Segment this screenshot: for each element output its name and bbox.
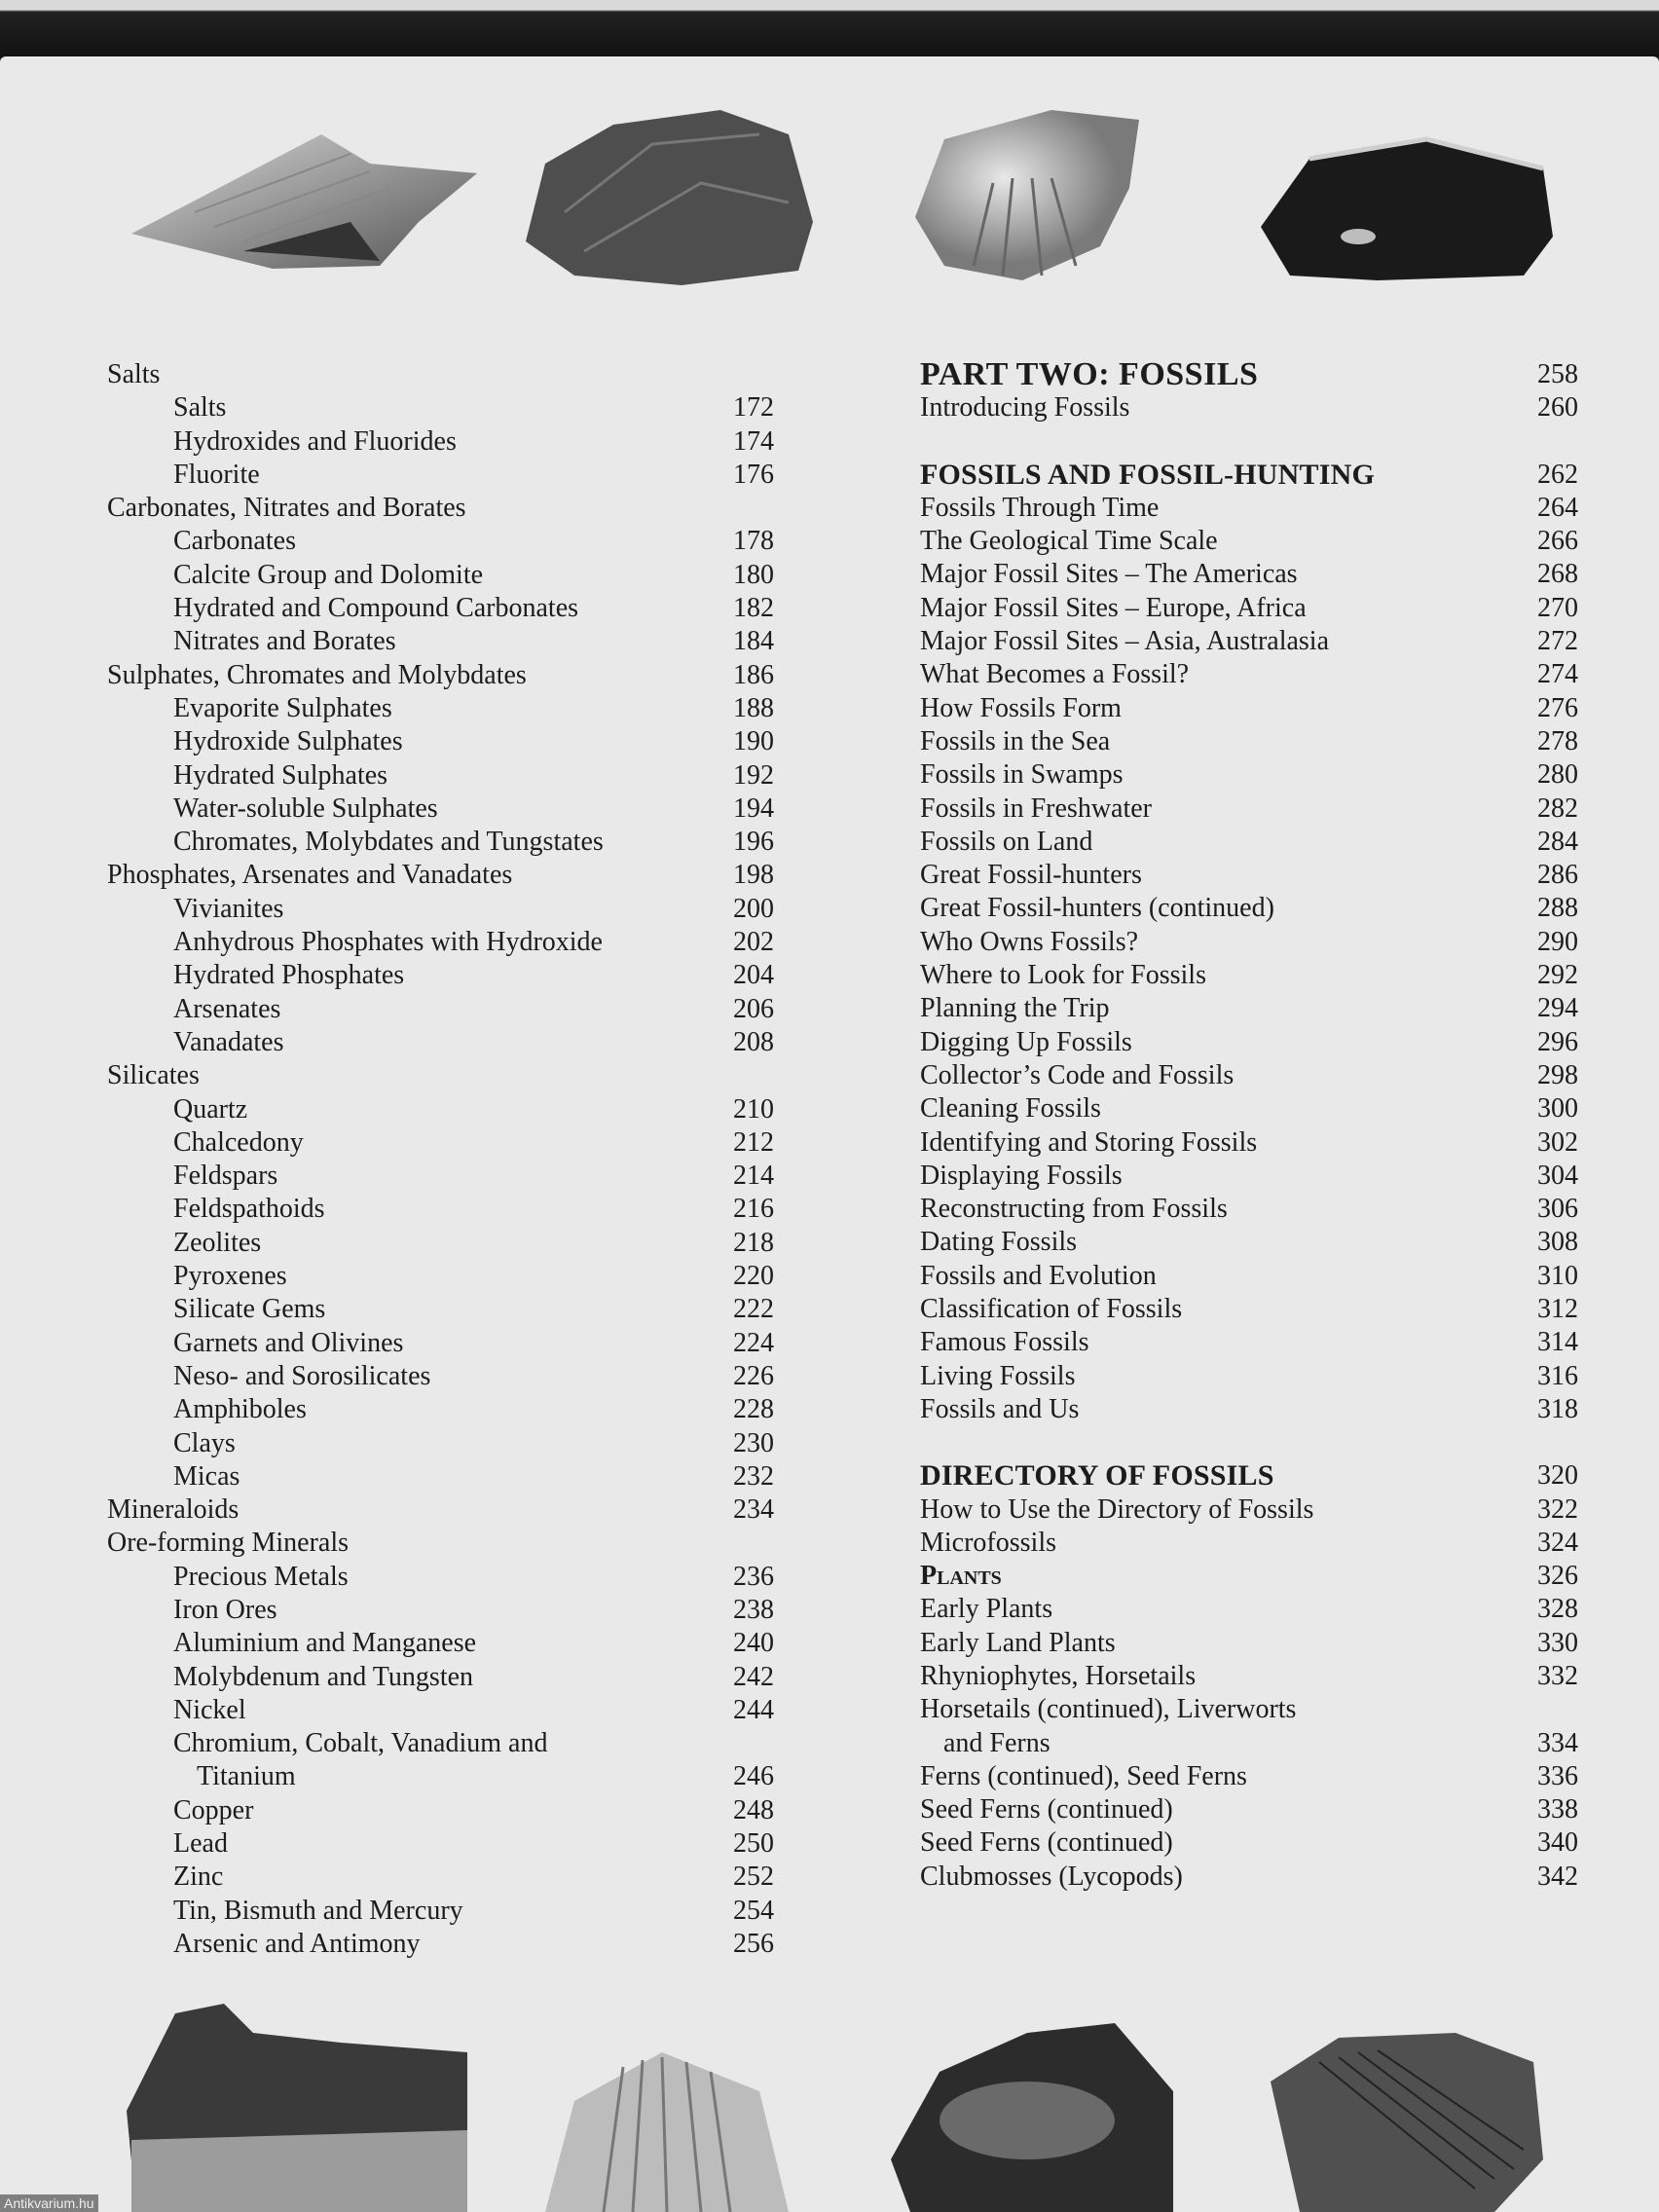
toc-entry-title: Salts <box>173 392 227 424</box>
toc-entry-title: Fossils and Evolution <box>920 1260 1157 1291</box>
toc-entry[interactable] <box>107 1193 774 1226</box>
toc-entry-page-number: 338 <box>1537 1794 1578 1825</box>
toc-entry-title: Hydrated Sulphates <box>173 759 388 791</box>
toc-entry-page-number: 250 <box>733 1828 774 1860</box>
toc-entry-page-number: 218 <box>733 1227 774 1258</box>
toc-entry-title: Microfossils <box>920 1527 1056 1558</box>
toc-entry-page-number: 334 <box>1537 1727 1578 1758</box>
toc-entry-page-number: 330 <box>1537 1627 1578 1658</box>
toc-entry[interactable] <box>920 1059 1578 1092</box>
toc-entry-title: Molybdenum and Tungsten <box>173 1661 474 1692</box>
toc-entry[interactable] <box>107 492 774 525</box>
toc-entry-title: PART TWO: FOSSILS <box>920 356 1259 392</box>
toc-entry-page-number: 326 <box>1537 1561 1578 1592</box>
toc-entry-page-number: 184 <box>733 626 774 657</box>
toc-entry-title: Ore-forming Minerals <box>107 1528 350 1559</box>
toc-entry-page-number: 212 <box>733 1126 774 1158</box>
toc-entry-title: Who Owns Fossils? <box>920 926 1139 957</box>
toc-entry-page-number: 198 <box>733 860 774 891</box>
toc-entry-page-number: 278 <box>1537 725 1578 756</box>
toc-entry-page-number: 318 <box>1537 1393 1578 1424</box>
toc-entry-page-number: 242 <box>733 1661 774 1692</box>
toc-entry-title: Identifying and Storing Fossils <box>920 1126 1258 1158</box>
toc-entry-page-number: 280 <box>1537 759 1578 791</box>
toc-entry[interactable] <box>107 993 774 1026</box>
toc-entry[interactable] <box>920 1293 1578 1326</box>
toc-entry[interactable] <box>107 1794 774 1827</box>
toc-entry-page-number: 266 <box>1537 526 1578 557</box>
toc-entry-page-number: 244 <box>733 1694 774 1725</box>
toc-fossils-column <box>920 358 1578 1894</box>
toc-entry-page-number: 288 <box>1537 893 1578 924</box>
toc-entry-title: Quartz <box>173 1093 248 1124</box>
toc-entry-page-number: 298 <box>1537 1059 1578 1090</box>
crystal-fossil-image <box>881 2013 1183 2212</box>
toc-entry-title: DIRECTORY OF FOSSILS <box>920 1459 1274 1493</box>
toc-entry[interactable] <box>920 992 1578 1025</box>
toc-entry-title: Silicates <box>107 1060 200 1091</box>
toc-entry[interactable] <box>107 1260 774 1293</box>
toc-entry[interactable] <box>920 525 1578 558</box>
toc-entry[interactable] <box>920 725 1578 758</box>
toc-entry[interactable] <box>920 1527 1578 1560</box>
oyster-fossil-image <box>506 95 828 290</box>
toc-entry[interactable] <box>920 1092 1578 1125</box>
toc-entry-page-number: 296 <box>1537 1026 1578 1057</box>
toc-entry[interactable] <box>920 1693 1578 1726</box>
toc-entry-page-number: 232 <box>733 1460 774 1492</box>
toc-entry-title: Seed Ferns (continued) <box>920 1794 1173 1825</box>
toc-entry-title: Living Fossils <box>920 1360 1076 1391</box>
toc-entry-page-number: 256 <box>733 1928 774 1959</box>
toc-entry[interactable] <box>920 558 1578 591</box>
toc-entry[interactable] <box>920 1226 1578 1259</box>
toc-entry[interactable] <box>920 1193 1578 1226</box>
toc-entry-page-number: 314 <box>1537 1327 1578 1358</box>
toc-entry-page-number: 310 <box>1537 1260 1578 1291</box>
toc-entry-page-number: 238 <box>733 1594 774 1625</box>
toc-entry-page-number: 186 <box>733 659 774 690</box>
toc-entry[interactable] <box>920 391 1578 424</box>
toc-entry[interactable] <box>107 525 774 558</box>
toc-entry-title: Ferns (continued), Seed Ferns <box>920 1760 1247 1791</box>
toc-entry[interactable] <box>107 559 774 592</box>
toc-entry-page-number: 208 <box>733 1026 774 1057</box>
toc-entry-page-number: 194 <box>733 793 774 824</box>
toc-entry-page-number: 342 <box>1537 1861 1578 1892</box>
toc-entry-page-number: 236 <box>733 1561 774 1592</box>
toc-entry[interactable] <box>107 926 774 959</box>
toc-entry-page-number: 206 <box>733 993 774 1024</box>
toc-entry[interactable] <box>920 1026 1578 1059</box>
toc-entry-page-number: 324 <box>1537 1527 1578 1558</box>
toc-entry-title: Precious Metals <box>173 1561 349 1592</box>
toc-entry-title: Zeolites <box>173 1227 262 1258</box>
toc-entry-title: Evaporite Sulphates <box>173 692 392 723</box>
toc-entry[interactable] <box>107 893 774 926</box>
toc-entry[interactable] <box>107 1160 774 1193</box>
toc-entry-page-number: 304 <box>1537 1160 1578 1191</box>
toc-entry[interactable] <box>920 1727 1578 1760</box>
toc-entry-title: Fossils in Swamps <box>920 759 1124 791</box>
toc-entry-title: Where to Look for Fossils <box>920 960 1206 991</box>
toc-entry-title: Lead <box>173 1828 228 1860</box>
toc-entry-page-number: 222 <box>733 1294 774 1325</box>
toc-entry-title: Hydrated Phosphates <box>173 960 405 991</box>
toc-entry[interactable] <box>920 758 1578 792</box>
toc-entry[interactable] <box>107 959 774 992</box>
toc-entry-page-number: 202 <box>733 927 774 958</box>
toc-entry-title: Vivianites <box>173 893 284 924</box>
toc-entry[interactable] <box>920 1126 1578 1160</box>
toc-entry[interactable] <box>107 826 774 859</box>
toc-entry[interactable] <box>920 692 1578 725</box>
toc-entry-page-number: 230 <box>733 1427 774 1458</box>
toc-entry-title: How to Use the Directory of Fossils <box>920 1493 1314 1525</box>
toc-entry-title: Fluorite <box>173 459 260 490</box>
toc-entry-title: Micas <box>173 1460 240 1492</box>
toc-entry-page-number: 272 <box>1537 626 1578 657</box>
toc-entry[interactable] <box>920 1260 1578 1293</box>
toc-entry-title: Dating Fossils <box>920 1227 1078 1258</box>
toc-entry[interactable] <box>107 1895 774 1928</box>
toc-entry-title: Chromates, Molybdates and Tungstates <box>173 827 604 858</box>
toc-entry-page-number: 224 <box>733 1327 774 1358</box>
toc-entry[interactable] <box>107 1126 774 1160</box>
toc-entry-title: Vanadates <box>173 1026 284 1057</box>
toc-minerals-column <box>107 358 774 1961</box>
toc-entry[interactable] <box>920 625 1578 658</box>
toc-entry-title: and Ferns <box>943 1727 1051 1758</box>
toc-entry-title: Arsenates <box>173 993 281 1024</box>
toc-entry-title: Hydrated and Compound Carbonates <box>173 593 579 624</box>
toc-entry-title: Clays <box>173 1427 236 1458</box>
toc-entry[interactable] <box>920 592 1578 625</box>
toc-entry[interactable] <box>920 1793 1578 1826</box>
toc-entry-title: Garnets and Olivines <box>173 1327 404 1358</box>
toc-entry[interactable] <box>107 1527 774 1560</box>
toc-entry-title: Arsenic and Antimony <box>173 1928 421 1959</box>
toc-entry-page-number: 248 <box>733 1794 774 1825</box>
toc-entry[interactable] <box>107 592 774 625</box>
scallop-shell-image <box>535 2033 798 2212</box>
toc-entry-title: Planning the Trip <box>920 993 1110 1024</box>
toc-entry-title: Cleaning Fossils <box>920 1093 1101 1124</box>
toc-entry[interactable] <box>107 1393 774 1426</box>
toc-entry[interactable] <box>920 1760 1578 1793</box>
toc-entry-title: Displaying Fossils <box>920 1160 1123 1191</box>
toc-entry-title: How Fossils Form <box>920 692 1122 723</box>
toc-section-gap <box>920 1426 1578 1459</box>
toc-entry-title: Early Plants <box>920 1594 1053 1625</box>
toc-entry[interactable] <box>107 625 774 658</box>
toc-entry[interactable] <box>920 492 1578 525</box>
toc-entry-title: Chromium, Cobalt, Vanadium and <box>173 1728 548 1759</box>
toc-entry-page-number: 290 <box>1537 926 1578 957</box>
toc-entry-page-number: 252 <box>733 1862 774 1893</box>
toc-entry-title: Great Fossil-hunters <box>920 860 1142 891</box>
toc-entry-title: Hydroxides and Fluorides <box>173 425 457 457</box>
toc-entry-page-number: 260 <box>1537 392 1578 424</box>
toc-entry[interactable] <box>107 1760 774 1793</box>
toc-entry[interactable] <box>920 1560 1578 1593</box>
toc-entry-page-number: 234 <box>733 1494 774 1526</box>
toc-entry-page-number: 274 <box>1537 659 1578 690</box>
toc-entry[interactable] <box>920 793 1578 826</box>
toc-entry-title: Calcite Group and Dolomite <box>173 559 484 590</box>
toc-entry[interactable] <box>107 1493 774 1527</box>
toc-entry-page-number: 204 <box>733 960 774 991</box>
toc-entry[interactable] <box>920 1459 1578 1493</box>
toc-entry-title: Carbonates <box>173 526 296 557</box>
toc-entry[interactable] <box>107 1827 774 1861</box>
toc-entry[interactable] <box>107 759 774 793</box>
toc-entry-page-number: 190 <box>733 726 774 757</box>
toc-entry[interactable] <box>920 826 1578 859</box>
toc-entry-page-number: 268 <box>1537 559 1578 590</box>
toc-entry-page-number: 264 <box>1537 492 1578 523</box>
toc-entry-title: Major Fossil Sites – The Americas <box>920 559 1298 590</box>
toc-entry[interactable] <box>107 1661 774 1694</box>
toc-entry-title: Plants <box>920 1561 1002 1592</box>
toc-entry[interactable] <box>107 793 774 826</box>
toc-entry-page-number: 336 <box>1537 1760 1578 1791</box>
toc-entry-page-number: 316 <box>1537 1360 1578 1391</box>
toc-entry-page-number: 270 <box>1537 592 1578 623</box>
brachiopod-shell-image <box>905 100 1168 285</box>
toc-entry-title: Anhydrous Phosphates with Hydroxide <box>173 927 603 958</box>
toc-entry[interactable] <box>920 1493 1578 1527</box>
toc-entry-page-number: 228 <box>733 1394 774 1425</box>
toc-entry-title: Great Fossil-hunters (continued) <box>920 893 1274 924</box>
toc-entry-page-number: 188 <box>733 692 774 723</box>
toc-entry[interactable] <box>920 959 1578 992</box>
toc-entry-title: Feldspathoids <box>173 1194 325 1225</box>
toc-page <box>0 56 1659 2212</box>
toc-entry-title: The Geological Time Scale <box>920 526 1218 557</box>
toc-entry-title: FOSSILS AND FOSSIL-HUNTING <box>920 458 1375 491</box>
toc-entry-title: Pyroxenes <box>173 1261 287 1292</box>
toc-entry-page-number: 286 <box>1537 860 1578 891</box>
toc-entry-page-number: 332 <box>1537 1660 1578 1691</box>
toc-entry[interactable] <box>107 1093 774 1126</box>
toc-entry-page-number: 246 <box>733 1761 774 1792</box>
toc-entry-title: Early Land Plants <box>920 1627 1116 1658</box>
toc-entry-page-number: 282 <box>1537 793 1578 824</box>
toc-entry-page-number: 276 <box>1537 692 1578 723</box>
rock-fossil-image <box>117 1994 477 2212</box>
amber-fossil-image <box>1251 129 1563 285</box>
toc-entry-title: Major Fossil Sites – Asia, Australasia <box>920 626 1329 657</box>
toc-entry[interactable] <box>107 1293 774 1326</box>
toc-entry[interactable] <box>920 1160 1578 1193</box>
toc-entry[interactable] <box>107 425 774 459</box>
toc-entry-title: Reconstructing from Fossils <box>920 1194 1228 1225</box>
toc-entry[interactable] <box>107 725 774 758</box>
toc-entry[interactable] <box>920 1627 1578 1660</box>
toc-entry[interactable] <box>107 1594 774 1627</box>
toc-entry-title: Horsetails (continued), Liverworts <box>920 1694 1297 1725</box>
toc-entry-title: Introducing Fossils <box>920 392 1130 424</box>
toc-entry-page-number: 328 <box>1537 1594 1578 1625</box>
toc-entry-page-number: 172 <box>733 392 774 424</box>
toc-entry-page-number: 180 <box>733 559 774 590</box>
toc-entry-page-number: 192 <box>733 759 774 791</box>
toc-entry-title: Rhyniophytes, Horsetails <box>920 1660 1197 1691</box>
toc-entry-title: Amphiboles <box>173 1394 307 1425</box>
toc-entry-title: Fossils in the Sea <box>920 725 1111 756</box>
toc-entry-page-number: 182 <box>733 593 774 624</box>
toc-entry-title: Aluminium and Manganese <box>173 1628 477 1659</box>
toc-entry-title: Digging Up Fossils <box>920 1026 1132 1057</box>
toc-entry-page-number: 178 <box>733 526 774 557</box>
toc-entry[interactable] <box>107 1727 774 1760</box>
conch-shell-image <box>127 115 487 280</box>
toc-entry[interactable] <box>920 1861 1578 1894</box>
toc-entry-page-number: 174 <box>733 425 774 457</box>
toc-entry-page-number: 258 <box>1537 359 1578 389</box>
toc-entry-page-number: 226 <box>733 1360 774 1391</box>
toc-entry-page-number: 216 <box>733 1194 774 1225</box>
toc-entry-page-number: 322 <box>1537 1493 1578 1525</box>
toc-entry-title: Fossils in Freshwater <box>920 793 1152 824</box>
toc-entry[interactable] <box>920 1326 1578 1359</box>
toc-entry-title: Titanium <box>197 1761 296 1792</box>
toc-entry-title: Feldspars <box>173 1161 278 1192</box>
toc-entry[interactable] <box>107 692 774 725</box>
toc-entry[interactable] <box>107 1327 774 1360</box>
toc-entry[interactable] <box>920 1593 1578 1626</box>
toc-entry-page-number: 306 <box>1537 1194 1578 1225</box>
toc-entry[interactable] <box>107 1694 774 1727</box>
toc-entry-title: Copper <box>173 1794 254 1825</box>
toc-entry[interactable] <box>920 358 1578 391</box>
toc-entry-title: Phosphates, Arsenates and Vanadates <box>107 860 513 891</box>
toc-entry-title: What Becomes a Fossil? <box>920 659 1190 690</box>
toc-entry[interactable] <box>107 358 774 391</box>
toc-entry-title: Salts <box>107 359 161 389</box>
toc-entry-title: Hydroxide Sulphates <box>173 726 403 757</box>
toc-entry[interactable] <box>107 1059 774 1092</box>
toc-entry-title: Chalcedony <box>173 1126 304 1158</box>
toc-entry[interactable] <box>920 926 1578 959</box>
toc-entry-title: Seed Ferns (continued) <box>920 1827 1173 1859</box>
book-spine-band <box>0 0 1659 58</box>
toc-entry-page-number: 312 <box>1537 1294 1578 1325</box>
toc-section-gap <box>920 425 1578 459</box>
toc-entry-title: Nitrates and Borates <box>173 626 396 657</box>
toc-entry-title: Famous Fossils <box>920 1327 1089 1358</box>
watermark: Antikvarium.hu <box>0 2194 98 2212</box>
plant-fossil-image <box>1261 2023 1553 2212</box>
toc-entry-page-number: 294 <box>1537 993 1578 1024</box>
toc-entry[interactable] <box>107 1928 774 1961</box>
toc-entry-title: Collector’s Code and Fossils <box>920 1059 1235 1090</box>
toc-entry-page-number: 176 <box>733 459 774 490</box>
toc-entry-title: Fossils and Us <box>920 1393 1080 1424</box>
toc-entry[interactable] <box>920 1393 1578 1426</box>
toc-entry-page-number: 210 <box>733 1093 774 1124</box>
toc-entry[interactable] <box>920 1360 1578 1393</box>
toc-entry-page-number: 196 <box>733 827 774 858</box>
toc-entry-page-number: 300 <box>1537 1093 1578 1124</box>
toc-entry[interactable] <box>107 1627 774 1660</box>
toc-entry-title: Tin, Bismuth and Mercury <box>173 1895 463 1926</box>
toc-entry[interactable] <box>920 859 1578 892</box>
toc-entry-page-number: 214 <box>733 1161 774 1192</box>
toc-entry[interactable] <box>107 1227 774 1260</box>
toc-entry-title: Iron Ores <box>173 1594 277 1625</box>
toc-entry-page-number: 340 <box>1537 1827 1578 1859</box>
toc-entry-title: Mineraloids <box>107 1494 240 1526</box>
toc-entry[interactable] <box>107 1561 774 1594</box>
toc-entry-title: Nickel <box>173 1694 246 1725</box>
toc-entry[interactable] <box>107 1460 774 1493</box>
toc-entry[interactable] <box>107 1427 774 1460</box>
toc-entry-page-number: 262 <box>1537 459 1578 490</box>
toc-entry-page-number: 308 <box>1537 1227 1578 1258</box>
toc-entry[interactable] <box>920 1660 1578 1693</box>
toc-entry[interactable] <box>107 1861 774 1894</box>
toc-entry-page-number: 200 <box>733 893 774 924</box>
toc-entry-title: Clubmosses (Lycopods) <box>920 1861 1183 1892</box>
toc-entry-title: Classification of Fossils <box>920 1294 1183 1325</box>
toc-entry-page-number: 320 <box>1537 1460 1578 1492</box>
toc-entry[interactable] <box>107 1026 774 1059</box>
toc-entry-title: Major Fossil Sites – Europe, Africa <box>920 592 1307 623</box>
toc-entry[interactable] <box>107 1360 774 1393</box>
toc-entry[interactable] <box>920 892 1578 925</box>
toc-entry-title: Sulphates, Chromates and Molybdates <box>107 659 527 690</box>
toc-entry-page-number: 284 <box>1537 826 1578 857</box>
toc-entry-page-number: 302 <box>1537 1126 1578 1158</box>
toc-entry[interactable] <box>107 459 774 492</box>
toc-entry-title: Neso- and Sorosilicates <box>173 1360 431 1391</box>
toc-entry-page-number: 240 <box>733 1628 774 1659</box>
toc-entry-page-number: 292 <box>1537 960 1578 991</box>
toc-entry-page-number: 254 <box>733 1895 774 1926</box>
toc-entry-title: Fossils on Land <box>920 826 1093 857</box>
toc-entry[interactable] <box>920 658 1578 691</box>
toc-entry-title: Carbonates, Nitrates and Borates <box>107 493 466 524</box>
toc-entry[interactable] <box>920 459 1578 492</box>
toc-entry-title: Silicate Gems <box>173 1294 326 1325</box>
toc-entry-title: Water-soluble Sulphates <box>173 793 438 824</box>
toc-entry-page-number: 220 <box>733 1261 774 1292</box>
toc-entry[interactable] <box>107 859 774 892</box>
toc-entry-title: Fossils Through Time <box>920 492 1160 523</box>
toc-entry[interactable] <box>920 1826 1578 1860</box>
toc-entry-title: Zinc <box>173 1862 224 1893</box>
toc-entry[interactable] <box>107 391 774 424</box>
toc-entry[interactable] <box>107 659 774 692</box>
